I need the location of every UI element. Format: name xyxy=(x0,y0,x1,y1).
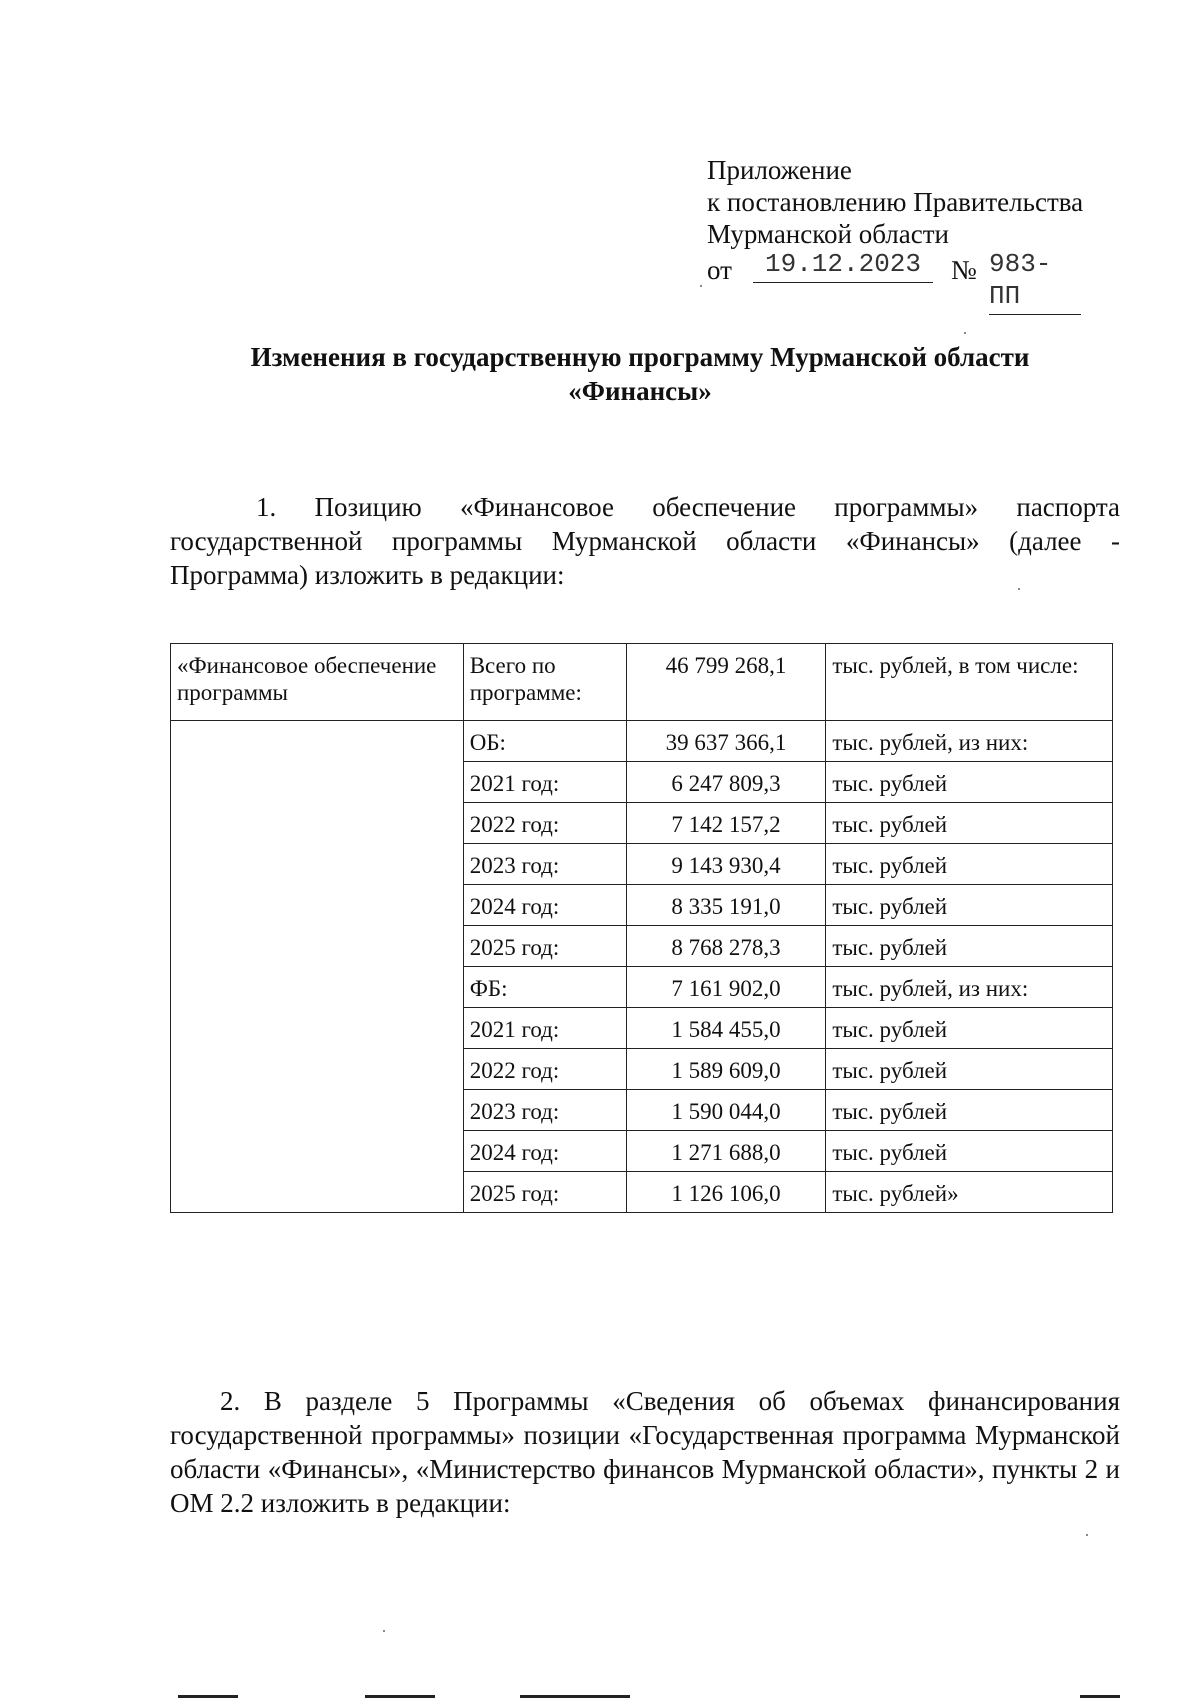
row-value-cell: 1 271 688,0 xyxy=(626,1131,826,1172)
paragraph-2: 2. В разделе 5 Программы «Сведения об объемах финансирования государственной программы» позиции «Государственная программа Мурманской области «Финансы», «Министерство финансов Мурманской области», пункты 2 и ОМ 2.2 изложить в редакции: xyxy=(170,1386,1120,1518)
row-item-cell: 2021 год: xyxy=(463,1008,626,1049)
row-value-cell: 1 589 609,0 xyxy=(626,1049,826,1090)
row-unit-cell: тыс. рублей» xyxy=(826,1172,1113,1213)
appendix-line-2: к постановлению Правительства xyxy=(707,187,1084,217)
row-item-cell: 2022 год: xyxy=(463,1049,626,1090)
row-unit-cell: тыс. рублей, из них: xyxy=(826,721,1113,762)
total-unit-cell: тыс. рублей, в том числе: xyxy=(826,644,1113,721)
page-fragment-mark xyxy=(520,1695,630,1698)
total-label-cell: Всего по программе: xyxy=(463,644,626,721)
registration-line xyxy=(707,249,1083,311)
row-item-cell: 2021 год: xyxy=(463,762,626,803)
scan-speck xyxy=(1018,588,1020,590)
page-fragment-mark xyxy=(365,1695,435,1698)
appendix-line-1: Приложение xyxy=(707,155,852,185)
merged-blank-cell xyxy=(171,721,464,1213)
title-line-1: Изменения в государственную программу Мурманской области xyxy=(250,342,1030,372)
row-item-cell: 2024 год: xyxy=(463,885,626,926)
decree-date: 19.12.2023 xyxy=(753,248,933,283)
row-item-cell: 2022 год: xyxy=(463,803,626,844)
row-value-cell: 7 161 902,0 xyxy=(626,967,826,1008)
row-unit-cell: тыс. рублей xyxy=(826,1008,1113,1049)
financing-table xyxy=(170,643,1113,1213)
row-value-cell: 8 768 278,3 xyxy=(626,926,826,967)
row-value-cell: 1 126 106,0 xyxy=(626,1172,826,1213)
row-value-cell: 9 143 930,4 xyxy=(626,844,826,885)
row-value-cell: 7 142 157,2 xyxy=(626,803,826,844)
row-item-cell: 2025 год: xyxy=(463,1172,626,1213)
row-item-cell: 2024 год: xyxy=(463,1131,626,1172)
row-unit-cell: тыс. рублей xyxy=(826,1131,1113,1172)
row-unit-cell: тыс. рублей xyxy=(826,803,1113,844)
scan-speck xyxy=(383,1630,385,1632)
paragraph-1: 1. Позицию «Финансовое обеспечение программы» паспорта государственной программы Мурманской области «Финансы» (далее - Программа) изложить в редакции: xyxy=(170,492,1120,590)
row-item-cell: 2025 год: xyxy=(463,926,626,967)
number-prefix: № xyxy=(951,255,977,285)
row-unit-cell: тыс. рублей xyxy=(826,885,1113,926)
financing-label-cell: «Финансовое обеспечение программы xyxy=(171,644,464,721)
scan-speck xyxy=(964,332,966,334)
decree-number: 983-ПП xyxy=(989,248,1081,315)
row-value-cell: 1 590 044,0 xyxy=(626,1090,826,1131)
table-header-row xyxy=(171,644,1113,721)
row-unit-cell: тыс. рублей, из них: xyxy=(826,967,1113,1008)
row-value-cell: 8 335 191,0 xyxy=(626,885,826,926)
row-item-cell: 2023 год: xyxy=(463,1090,626,1131)
table-row xyxy=(171,721,1113,762)
scan-speck xyxy=(1086,1534,1088,1536)
page-fragment-mark xyxy=(1080,1695,1120,1698)
row-value-cell: 39 637 366,1 xyxy=(626,721,826,762)
row-unit-cell: тыс. рублей xyxy=(826,1049,1113,1090)
row-unit-cell: тыс. рублей xyxy=(826,1090,1113,1131)
row-unit-cell: тыс. рублей xyxy=(826,926,1113,967)
row-unit-cell: тыс. рублей xyxy=(826,762,1113,803)
row-value-cell: 6 247 809,3 xyxy=(626,762,826,803)
date-prefix: от xyxy=(707,255,732,285)
scan-speck xyxy=(700,285,702,287)
total-value-cell: 46 799 268,1 xyxy=(626,644,826,721)
document-title xyxy=(160,340,1120,408)
row-unit-cell: тыс. рублей xyxy=(826,844,1113,885)
title-line-2: «Финансы» xyxy=(568,376,712,406)
appendix-block xyxy=(707,154,1084,311)
row-value-cell: 1 584 455,0 xyxy=(626,1008,826,1049)
row-item-cell: ОБ: xyxy=(463,721,626,762)
row-item-cell: 2023 год: xyxy=(463,844,626,885)
appendix-line-3: Мурманской области xyxy=(707,219,949,249)
page-fragment-mark xyxy=(178,1695,238,1698)
row-item-cell: ФБ: xyxy=(463,967,626,1008)
